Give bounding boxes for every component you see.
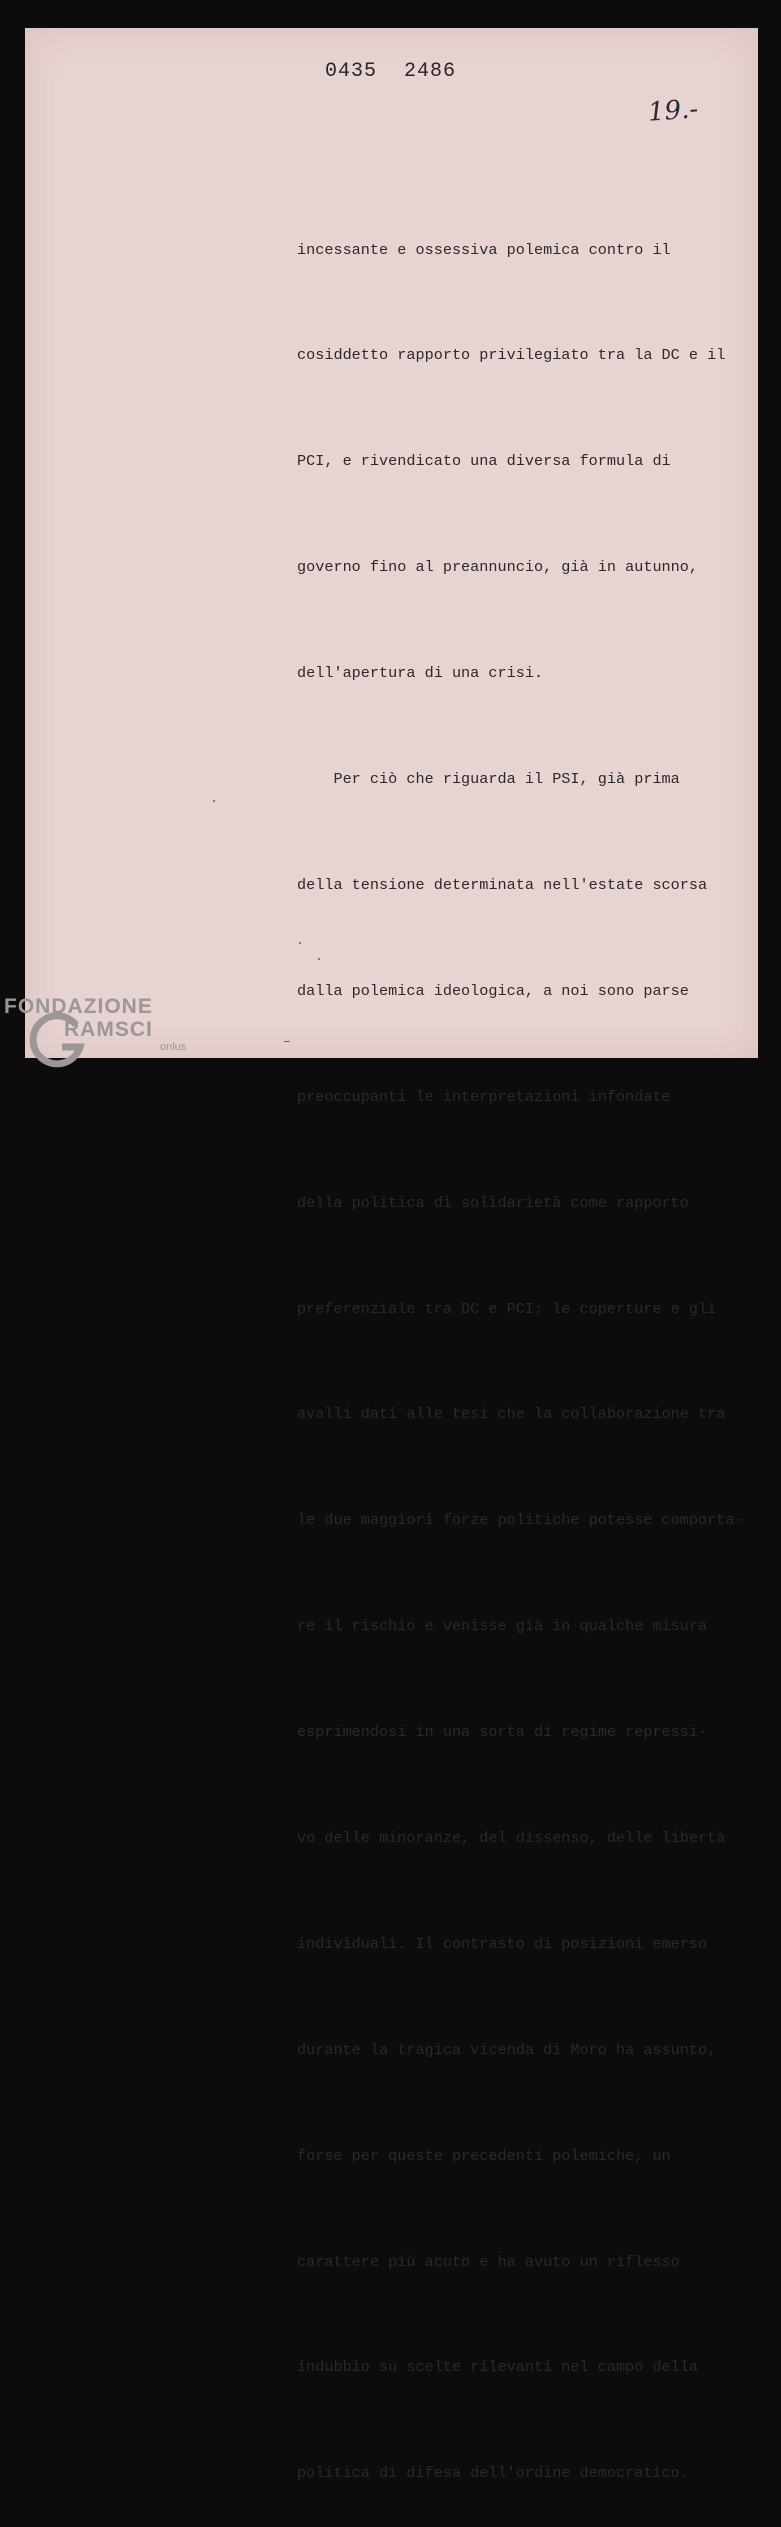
body-text (297, 162, 767, 2527)
document-number: 0435 2486 (324, 60, 457, 83)
text-line: Per ciò che riguarda il PSI, già prima (297, 770, 680, 789)
text-line: esprimendosi in una sorta di regime repressi- (297, 1723, 708, 1742)
text-line: dalla polemica ideologica, a noi sono parse (297, 981, 689, 1000)
paper-speck (318, 958, 320, 960)
text-line: PCI, e rivendicato una diversa formula di (297, 452, 671, 471)
fondazione-gramsci-watermark (4, 995, 186, 1053)
text-line: preoccupanti le interpretazioni infondate (297, 1087, 671, 1106)
text-line: governo fino al preannuncio, già in autunno, (297, 558, 699, 577)
text-line: durante la tragica vicenda di Moro ha assunto, (297, 2040, 717, 2059)
text-line: politica di difesa dell'ordine democratico. (297, 2464, 689, 2483)
text-line: della tensione determinata nell'estate scorsa (297, 875, 708, 894)
text-line: avalli dati alle tesi che la collaborazione tra (297, 1405, 726, 1424)
text-line: carattere più acuto e ha avuto un riflesso (297, 2252, 680, 2271)
page-number-handwritten: 19.- (647, 94, 700, 128)
text-line: preferenziale tra DC e PCI; le coperture e gli (297, 1299, 717, 1318)
text-line: dell'apertura di una crisi. (297, 664, 544, 683)
text-line: indubbio su scelte rilevanti nel campo della (297, 2358, 699, 2377)
text-line: re il rischio e venisse già in qualche misura (297, 1617, 708, 1636)
watermark-line-3: onlus (160, 1041, 187, 1053)
watermark-line-2: RAMSCI (64, 1018, 153, 1041)
gramsci-g-logo-icon (30, 1011, 90, 1071)
paper-speck (299, 942, 301, 944)
text-line: individuali. Il contrasto di posizioni emerso (297, 1934, 708, 1953)
watermark-line-1: FONDAZIONE (4, 995, 153, 1018)
text-line: vo delle minoranze, del dissenso, delle libertà (297, 1828, 726, 1847)
text-line: cosiddetto rapporto privilegiato tra la DC e il (297, 346, 726, 365)
paper-speck (284, 1041, 290, 1042)
text-line: incessante e ossessiva polemica contro il (297, 240, 671, 259)
text-line: forse per queste precedenti polemiche, un (297, 2146, 671, 2165)
text-line: della politica di solidarietà come rapporto (297, 1193, 689, 1212)
text-line: le due maggiori forze politiche potesse comporta- (297, 1511, 744, 1530)
paper-speck (213, 800, 215, 802)
